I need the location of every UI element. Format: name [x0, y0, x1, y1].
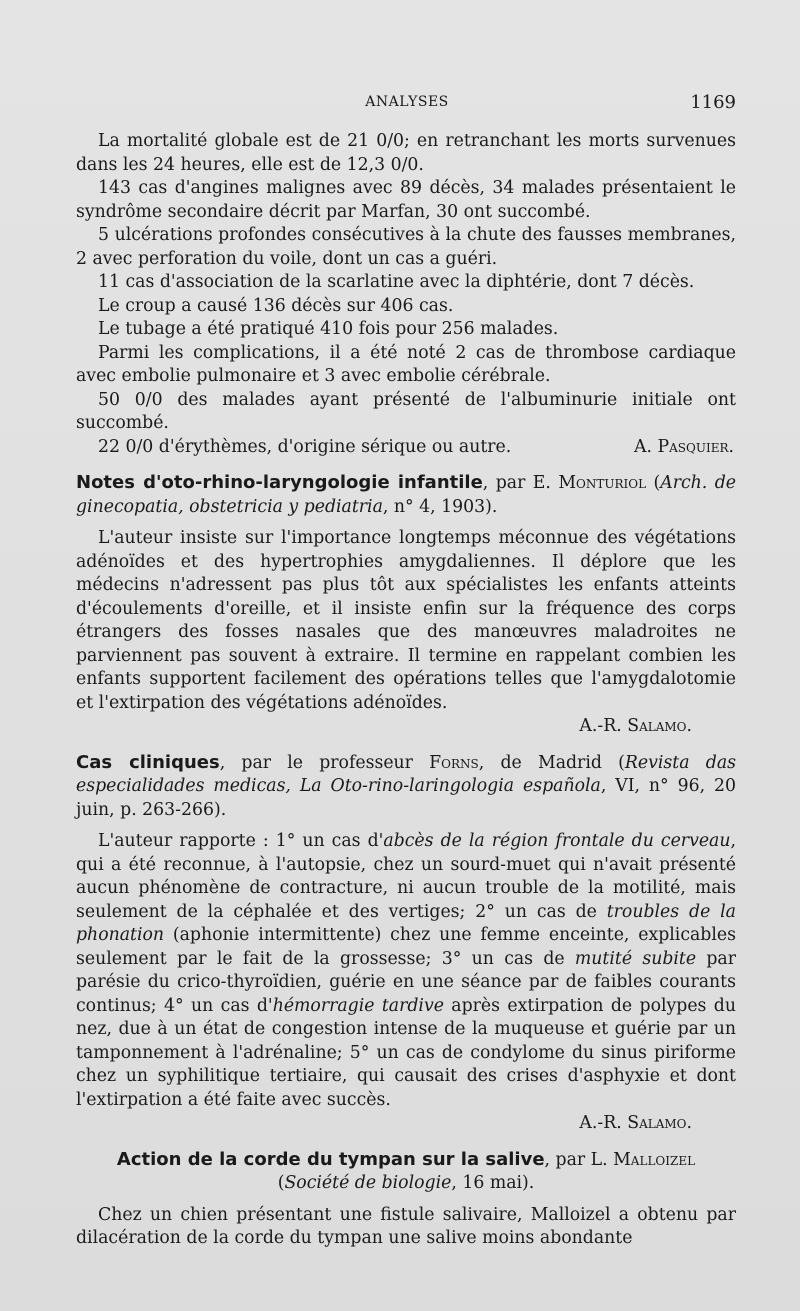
spacer	[76, 1196, 736, 1204]
author-signature: A. Pasquier.	[634, 436, 734, 457]
article-location: , de Madrid (	[478, 752, 625, 773]
article-reference: , n° 4, 1903).	[382, 496, 498, 517]
author-signature: A.-R. Salamo.	[579, 1113, 692, 1133]
article-heading	[76, 1148, 736, 1196]
article-by: , par L.	[544, 1149, 614, 1170]
paragraph: Le croup a causé 136 décès sur 406 cas.	[98, 295, 454, 316]
article-by: , par le professeur	[219, 752, 430, 773]
paragraph-with-signature	[76, 436, 736, 460]
paragraph: Parmi les complications, il a été noté 2 cas de thrombose cardiaque avec embolie pulmonaire et 3 avec embolie cérébrale.	[76, 342, 736, 386]
paragraph: Le tubage a été pratiqué 410 fois pour 256 malades.	[98, 319, 559, 339]
paragraph-text: 22 0/0 d'érythèmes, d'origine sérique ou autre.	[98, 436, 512, 457]
article-body	[76, 830, 736, 1112]
article-author: Forns	[429, 752, 479, 773]
article-source: Revista das especialidades medicas, La Oto-rino-laringologia española	[76, 752, 736, 796]
article-title: Cas cliniques	[76, 751, 220, 773]
page-number: 1169	[690, 92, 736, 113]
paragraph: La mortalité globale est de 21 0/0; en retranchant les morts survenues dans les 24 heures, elle est de 12,3 0/0.	[76, 131, 736, 175]
article-source: Arch. de ginecopatia, obstetricia y pediatria	[76, 473, 736, 517]
text-run: L'auteur rapporte : 1° un cas d'	[98, 831, 384, 851]
article-reference: , VI, n° 96, 20 juin, p. 263-266).	[76, 776, 736, 820]
article-reference: , 16 mai).	[451, 1173, 535, 1193]
spacer	[76, 822, 736, 830]
page-header	[78, 92, 736, 116]
running-head: ANALYSES	[365, 94, 449, 110]
text-run: (aphonie intermittente) chez une femme enceinte, explicables seulement par le fait de la grossesse; 3° un cas de	[76, 925, 736, 969]
text-run-italic: mutité subite	[574, 948, 697, 969]
paragraph: 11 cas d'association de la scarlatine avec la diphtérie, dont 7 décès.	[98, 272, 695, 292]
text-run-italic: hémorragie tardive	[272, 995, 444, 1016]
article-source: Société de biologie	[284, 1173, 452, 1193]
author-signature: A.-R. Salamo.	[579, 716, 692, 736]
article-body: Chez un chien présentant une fistule salivaire, Malloizel a obtenu par dilacération de la corde du tympan une salive moins abondante	[76, 1204, 736, 1248]
text-run: , qui a été reconnue, à l'autopsie, chez un sourd-muet qui n'avait présenté aucun phénomène de contracture, ni aucun trouble de la motilité, mais seulement de la céphalée et des vertiges; 2° un cas de	[76, 831, 736, 922]
paragraph: 5 ulcérations profondes consécutives à la chute des fausses membranes, 2 avec perforation du voile, dont un cas a guéri.	[76, 225, 736, 269]
paragraph: 143 cas d'angines malignes avec 89 décès, 34 malades présentaient le syndrôme secondaire décrit par Marfan, 30 ont succombé.	[76, 178, 736, 222]
article-author: Monturiol	[558, 473, 647, 493]
article-author: Malloizel	[613, 1149, 696, 1170]
article-body: L'auteur insiste sur l'importance longtemps méconnue des végétations adénoïdes et des hypertrophies amygdaliennes. Il déplore que les médecins n'adressent pas plus tôt aux spécialistes les enfants atteints d'écoulements d'oreille, et il insiste enfin sur la fréquence des corps étrangers des fosses nasales que des manœuvres maladroites ne parviennent pas souvent à extraire. Il termine en rappelant combien les enfants supportent facilement des opérations telles que l'amygdalotomie et l'extirpation des végétations adénoïdes.	[76, 528, 736, 713]
reference-open: (	[277, 1173, 285, 1193]
text-run-italic: abcès de la région frontale du cerveau	[383, 831, 731, 851]
article-heading	[76, 471, 736, 519]
paragraph: 50 0/0 des malades ayant présenté de l'albuminurie initiale ont succombé.	[76, 389, 736, 433]
article-heading	[76, 751, 736, 823]
article-title: Notes d'oto-rhino-laryngologie infantile	[76, 472, 483, 493]
page-body	[76, 130, 736, 1251]
text-run: par parésie du crico-thyroïdien, guérie en une séance par de faibles courants continus; 4° un cas d'	[76, 948, 736, 1016]
text-run-italic: troubles de la phonation	[76, 901, 736, 945]
text-run: après extirpation de polypes du nez, due à un état de congestion intense de la muqueuse et guérie par un tamponnement à l'adrénaline; 5° un cas de condylome du sinus piriforme chez un syphilitique tertiaire, qui causait des crises d'asphyxie et dont l'extirpation a été faite avec succès.	[76, 995, 736, 1110]
spacer	[76, 519, 736, 527]
article-title: Action de la corde du tympan sur la salive	[116, 1148, 545, 1170]
reference-open: (	[653, 473, 661, 493]
article-by: , par E.	[482, 473, 559, 493]
